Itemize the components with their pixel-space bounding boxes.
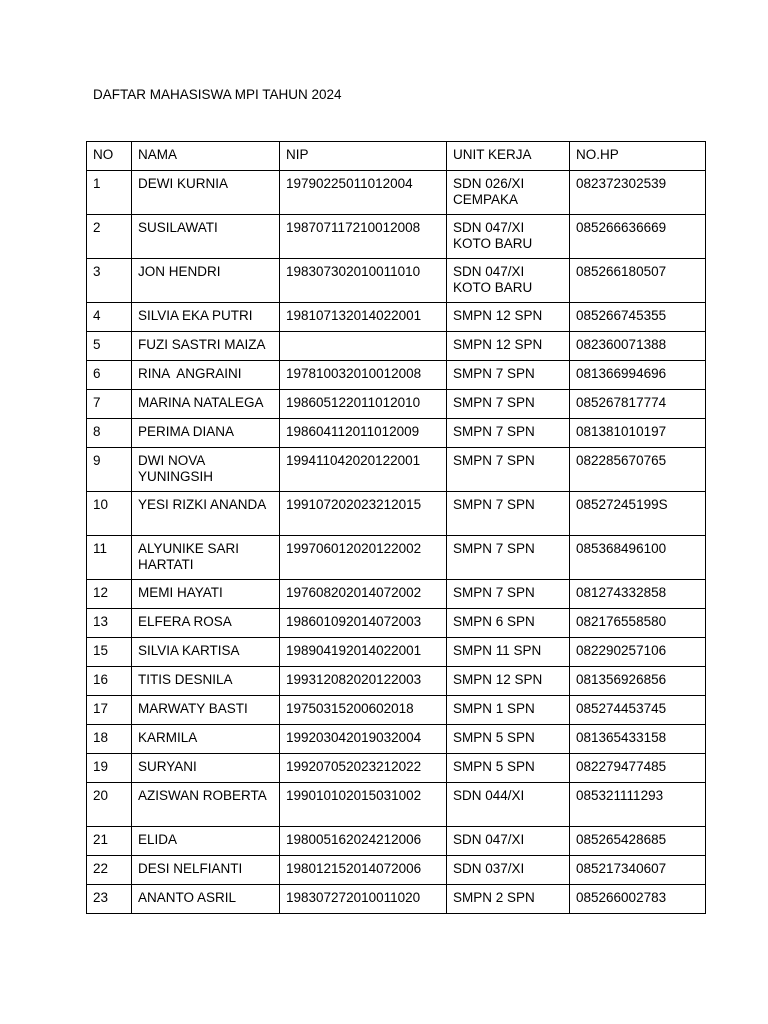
cell-no-hp: 085266180507 — [570, 259, 706, 303]
cell-unit-kerja: SMPN 7 SPN — [447, 390, 570, 419]
cell-no: 7 — [87, 390, 132, 419]
cell-nip: 198604112011012009 — [280, 419, 447, 448]
cell-nip: 199411042020122001 — [280, 448, 447, 492]
cell-nip: 199203042019032004 — [280, 725, 447, 754]
table-row — [87, 609, 706, 638]
cell-nip: 198601092014072003 — [280, 609, 447, 638]
cell-nip: 198107132014022001 — [280, 303, 447, 332]
cell-nama: TITIS DESNILA — [132, 667, 280, 696]
cell-no: 21 — [87, 827, 132, 856]
table-row — [87, 303, 706, 332]
cell-nama: KARMILA — [132, 725, 280, 754]
cell-no: 4 — [87, 303, 132, 332]
cell-nip: 199706012020122002 — [280, 536, 447, 580]
cell-unit-kerja: SMPN 1 SPN — [447, 696, 570, 725]
cell-no: 23 — [87, 885, 132, 914]
table-header-row — [87, 142, 706, 171]
cell-no-hp: 08527245199S — [570, 492, 706, 536]
header-nama: NAMA — [132, 142, 280, 171]
cell-no: 11 — [87, 536, 132, 580]
cell-no: 5 — [87, 332, 132, 361]
cell-nip: 198605122011012010 — [280, 390, 447, 419]
cell-nip — [280, 332, 447, 361]
header-no-hp: NO.HP — [570, 142, 706, 171]
table-row — [87, 754, 706, 783]
cell-nip: 199312082020122003 — [280, 667, 447, 696]
cell-unit-kerja: SDN 047/XI KOTO BARU — [447, 215, 570, 259]
cell-nip: 19790225011012004 — [280, 171, 447, 215]
table-row — [87, 171, 706, 215]
cell-nama: FUZI SASTRI MAIZA — [132, 332, 280, 361]
cell-no: 20 — [87, 783, 132, 827]
cell-nip: 19750315200602018 — [280, 696, 447, 725]
cell-nama: MARINA NATALEGA — [132, 390, 280, 419]
cell-nip: 197810032010012008 — [280, 361, 447, 390]
cell-no: 6 — [87, 361, 132, 390]
cell-unit-kerja: SMPN 7 SPN — [447, 419, 570, 448]
page-title: DAFTAR MAHASISWA MPI TAHUN 2024 — [93, 87, 342, 102]
cell-nama: ANANTO ASRIL — [132, 885, 280, 914]
cell-no-hp: 082176558580 — [570, 609, 706, 638]
cell-nama: DESI NELFIANTI — [132, 856, 280, 885]
cell-no: 3 — [87, 259, 132, 303]
cell-unit-kerja: SMPN 12 SPN — [447, 303, 570, 332]
cell-no: 2 — [87, 215, 132, 259]
cell-nip: 199207052023212022 — [280, 754, 447, 783]
table-row — [87, 419, 706, 448]
cell-nama: MARWATY BASTI — [132, 696, 280, 725]
table-row — [87, 448, 706, 492]
table-row — [87, 783, 706, 827]
cell-no-hp: 085266002783 — [570, 885, 706, 914]
cell-no-hp: 081356926856 — [570, 667, 706, 696]
cell-unit-kerja: SDN 026/XI CEMPAKA — [447, 171, 570, 215]
cell-nama: SILVIA KARTISA — [132, 638, 280, 667]
cell-nama: MEMI HAYATI — [132, 580, 280, 609]
cell-unit-kerja: SMPN 11 SPN — [447, 638, 570, 667]
table-row — [87, 332, 706, 361]
table-row — [87, 725, 706, 754]
cell-nama: PERIMA DIANA — [132, 419, 280, 448]
table-row — [87, 215, 706, 259]
cell-unit-kerja: SMPN 2 SPN — [447, 885, 570, 914]
cell-no-hp: 081381010197 — [570, 419, 706, 448]
cell-nama: DWI NOVA YUNINGSIH — [132, 448, 280, 492]
header-unit-kerja: UNIT KERJA — [447, 142, 570, 171]
cell-nama: ELFERA ROSA — [132, 609, 280, 638]
cell-nama: RINA ANGRAINI — [132, 361, 280, 390]
cell-unit-kerja: SMPN 7 SPN — [447, 448, 570, 492]
cell-nama: ALYUNIKE SARI HARTATI — [132, 536, 280, 580]
cell-nama: ELIDA — [132, 827, 280, 856]
table-row — [87, 827, 706, 856]
table-row — [87, 885, 706, 914]
cell-no: 17 — [87, 696, 132, 725]
cell-unit-kerja: SMPN 7 SPN — [447, 361, 570, 390]
table-row — [87, 492, 706, 536]
cell-nip: 198307302010011010 — [280, 259, 447, 303]
cell-nip: 197608202014072002 — [280, 580, 447, 609]
table-row — [87, 638, 706, 667]
cell-no: 15 — [87, 638, 132, 667]
cell-no-hp: 082290257106 — [570, 638, 706, 667]
cell-no: 8 — [87, 419, 132, 448]
cell-no: 18 — [87, 725, 132, 754]
cell-no: 13 — [87, 609, 132, 638]
cell-no-hp: 085266745355 — [570, 303, 706, 332]
cell-nama: AZISWAN ROBERTA — [132, 783, 280, 827]
cell-unit-kerja: SDN 037/XI — [447, 856, 570, 885]
cell-nama: YESI RIZKI ANANDA — [132, 492, 280, 536]
cell-nip: 198005162024212006 — [280, 827, 447, 856]
cell-unit-kerja: SMPN 5 SPN — [447, 754, 570, 783]
cell-unit-kerja: SDN 047/XI — [447, 827, 570, 856]
cell-no-hp: 081274332858 — [570, 580, 706, 609]
cell-nip: 198904192014022001 — [280, 638, 447, 667]
cell-no: 16 — [87, 667, 132, 696]
cell-unit-kerja: SMPN 12 SPN — [447, 667, 570, 696]
cell-no-hp: 085321111293 — [570, 783, 706, 827]
cell-no-hp: 082360071388 — [570, 332, 706, 361]
cell-no-hp: 085265428685 — [570, 827, 706, 856]
cell-no: 1 — [87, 171, 132, 215]
header-no: NO — [87, 142, 132, 171]
cell-nip: 199010102015031002 — [280, 783, 447, 827]
cell-no-hp: 085274453745 — [570, 696, 706, 725]
cell-nip: 198307272010011020 — [280, 885, 447, 914]
cell-no: 19 — [87, 754, 132, 783]
cell-unit-kerja: SMPN 12 SPN — [447, 332, 570, 361]
cell-no-hp: 085217340607 — [570, 856, 706, 885]
cell-unit-kerja: SMPN 6 SPN — [447, 609, 570, 638]
cell-no-hp: 082279477485 — [570, 754, 706, 783]
header-nip: NIP — [280, 142, 447, 171]
cell-nip: 198707117210012008 — [280, 215, 447, 259]
table-row — [87, 696, 706, 725]
cell-no-hp: 082285670765 — [570, 448, 706, 492]
table-row — [87, 390, 706, 419]
cell-unit-kerja: SMPN 5 SPN — [447, 725, 570, 754]
table-row — [87, 361, 706, 390]
table-row — [87, 667, 706, 696]
student-table — [86, 141, 706, 914]
cell-unit-kerja: SMPN 7 SPN — [447, 492, 570, 536]
cell-no-hp: 081365433158 — [570, 725, 706, 754]
cell-no-hp: 085368496100 — [570, 536, 706, 580]
cell-nama: JON HENDRI — [132, 259, 280, 303]
table-row — [87, 580, 706, 609]
cell-no-hp: 081366994696 — [570, 361, 706, 390]
cell-nip: 198012152014072006 — [280, 856, 447, 885]
cell-unit-kerja: SDN 044/XI — [447, 783, 570, 827]
cell-no: 9 — [87, 448, 132, 492]
table-row — [87, 856, 706, 885]
cell-unit-kerja: SMPN 7 SPN — [447, 580, 570, 609]
cell-no: 22 — [87, 856, 132, 885]
cell-nama: SILVIA EKA PUTRI — [132, 303, 280, 332]
cell-nip: 199107202023212015 — [280, 492, 447, 536]
cell-no-hp: 085266636669 — [570, 215, 706, 259]
cell-nama: SURYANI — [132, 754, 280, 783]
cell-unit-kerja: SMPN 7 SPN — [447, 536, 570, 580]
cell-nama: SUSILAWATI — [132, 215, 280, 259]
cell-nama: DEWI KURNIA — [132, 171, 280, 215]
cell-no: 10 — [87, 492, 132, 536]
table-row — [87, 536, 706, 580]
table-row — [87, 259, 706, 303]
cell-no-hp: 085267817774 — [570, 390, 706, 419]
cell-unit-kerja: SDN 047/XI KOTO BARU — [447, 259, 570, 303]
cell-no-hp: 082372302539 — [570, 171, 706, 215]
cell-no: 12 — [87, 580, 132, 609]
